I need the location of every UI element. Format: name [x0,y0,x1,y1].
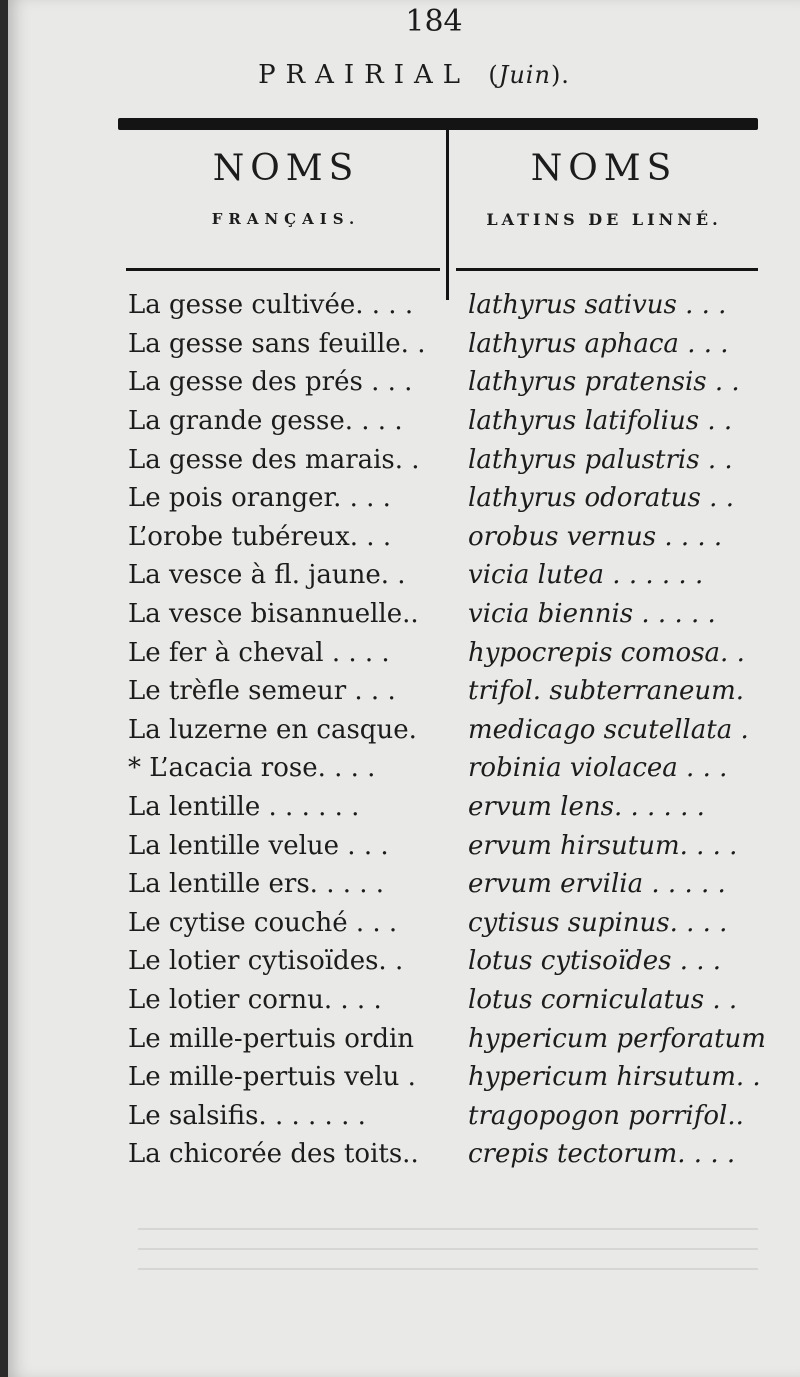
latin-name: medicago scutellata . [468,714,749,745]
french-name: * L’acacia rose. . . . [128,753,376,784]
top-rule [118,118,758,130]
header-latin-line1: NOMS [530,148,678,189]
table-row [128,1058,778,1097]
table-row [128,981,778,1020]
french-name: La gesse cultivée. . . . [128,290,414,321]
french-name: La vesce à fl. jaune. . [128,560,406,591]
page-title [8,60,800,90]
latin-name: hypericum hirsutum. . [468,1062,761,1093]
header-french-line1: NOMS [212,148,360,189]
page-number: 184 [405,4,463,39]
table-row [128,518,778,557]
title-month: Juin [498,61,551,89]
header-rule-right [456,268,758,271]
french-name: La chicorée des toits.. [128,1139,419,1170]
table-row [128,556,778,595]
latin-name: lathyrus odoratus . . [468,483,734,514]
table-row [128,1019,778,1058]
french-name: Le cytise couché . . . [128,907,398,938]
latin-name: cytisus supinus. . . . [468,907,728,938]
table-row [128,479,778,518]
latin-name: lotus cytisoïdes . . . [468,946,722,977]
names-table [128,286,778,1174]
table-row [128,865,778,904]
table-row [128,325,778,364]
table-row [128,672,778,711]
french-name: Le mille-pertuis velu . [128,1062,416,1093]
french-name: La gesse sans feuille. . [128,328,426,359]
latin-name: lathyrus sativus . . . [468,290,727,321]
french-name: Le pois oranger. . . . [128,483,391,514]
title-subtitle [488,61,570,89]
header-rule-left [126,268,440,271]
french-name: Le lotier cytisoïdes. . [128,946,404,977]
latin-name: lotus corniculatus . . [468,984,738,1015]
latin-name: crepis tectorum. . . . [468,1139,736,1170]
bleed-through-text [138,1210,758,1270]
table-row [128,402,778,441]
latin-name: orobus vernus . . . . [468,521,723,552]
french-name: La lentille velue . . . [128,830,389,861]
french-name: Le fer à cheval . . . . [128,637,390,668]
table-row [128,440,778,479]
latin-name: ervum ervilia . . . . . [468,869,726,900]
book-page [8,0,800,1377]
french-name: La gesse des marais. . [128,444,420,475]
table-row [128,788,778,827]
table-row [128,363,778,402]
table-row [128,711,778,750]
table-row [128,904,778,943]
latin-name: vicia biennis . . . . . [468,599,716,630]
latin-name: ervum lens. . . . . . [468,792,705,823]
table-row [128,633,778,672]
french-name: La gesse des prés . . . [128,367,413,398]
latin-name: lathyrus palustris . . [468,444,733,475]
latin-name: robinia violacea . . . [468,753,728,784]
title-paren-close: ). [550,61,570,89]
french-name: Le trèfle semeur . . . [128,676,396,707]
french-name: La lentille . . . . . . [128,792,360,823]
french-name: La luzerne en casque. [128,714,417,745]
table-row [128,749,778,788]
french-name: Le salsifis. . . . . . . [128,1100,366,1131]
french-name: La grande gesse. . . . [128,406,403,437]
latin-name: trifol. subterraneum. [468,676,745,707]
table-row [128,1096,778,1135]
french-name: L’orobe tubéreux. . . [128,521,392,552]
table-row [128,942,778,981]
header-french-line2: FRANÇAIS. [211,210,361,228]
latin-name: tragopogon porrifol.. [468,1100,744,1131]
latin-name: hypericum perforatum [468,1023,766,1054]
latin-name: ervum hirsutum. . . . [468,830,738,861]
latin-name: lathyrus pratensis . . [468,367,740,398]
french-name: La vesce bisannuelle.. [128,599,419,630]
title-main: PRAIRIAL [258,60,471,90]
table-row [128,286,778,325]
latin-name: lathyrus aphaca . . . [468,328,729,359]
french-name: Le mille-pertuis ordin [128,1023,415,1054]
french-name: La lentille ers. . . . . [128,869,385,900]
column-divider [446,124,449,300]
title-paren-open: ( [488,61,499,89]
table-row [128,826,778,865]
header-latin-line2: LATINS DE LINNÉ. [486,210,722,229]
latin-name: lathyrus latifolius . . [468,406,733,437]
latin-name: vicia lutea . . . . . . [468,560,704,591]
table-row [128,595,778,634]
table-row [128,1135,778,1174]
latin-name: hypocrepis comosa. . [468,637,745,668]
french-name: Le lotier cornu. . . . [128,984,382,1015]
